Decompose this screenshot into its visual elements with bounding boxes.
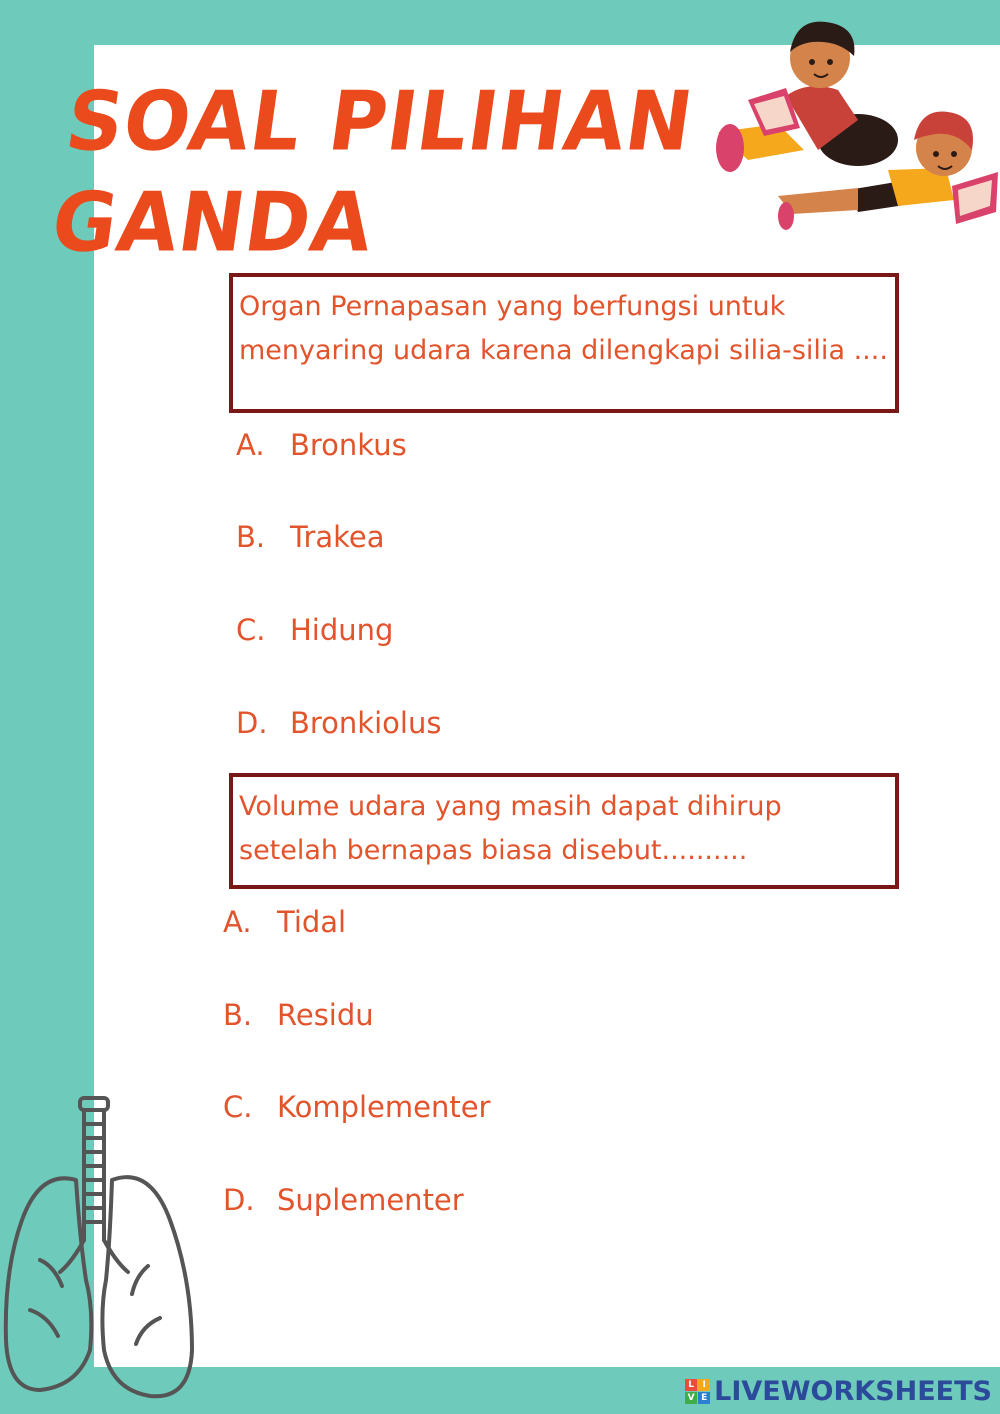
option-text: Bronkus <box>290 428 407 462</box>
logo-letter: E <box>698 1392 710 1404</box>
option-text: Suplementer <box>277 1183 464 1217</box>
option-letter: D. <box>236 706 268 740</box>
question-2-text-line-2: setelah bernapas biasa disebut.......... <box>239 835 748 866</box>
logo-letter: L <box>685 1379 697 1391</box>
option-letter: D. <box>223 1183 255 1217</box>
option-letter: C. <box>223 1090 253 1124</box>
title-line-1: SOAL PILIHAN <box>60 75 700 170</box>
question-2-text-line-1: Volume udara yang masih dapat dihirup <box>239 791 782 822</box>
logo-letter: I <box>698 1379 710 1391</box>
option-text: Hidung <box>290 613 394 647</box>
liveworksheets-logo <box>685 1374 992 1408</box>
liveworksheets-logo-icon <box>685 1379 710 1404</box>
logo-letter: V <box>685 1392 697 1404</box>
option-letter: A. <box>223 905 252 939</box>
option-text: Tidal <box>277 905 347 939</box>
option-letter: A. <box>236 428 265 462</box>
question-1-text-line-2: menyaring udara karena dilengkapi silia-silia .... <box>239 335 888 366</box>
question-1-option-a[interactable] <box>236 425 407 465</box>
question-1-option-c[interactable] <box>236 610 393 650</box>
title-line-2: GANDA <box>46 175 380 271</box>
question-1-option-b[interactable] <box>236 517 385 557</box>
question-2-option-d[interactable] <box>223 1180 464 1220</box>
question-2-option-c[interactable] <box>223 1087 490 1127</box>
option-text: Bronkiolus <box>290 706 442 740</box>
option-text: Komplementer <box>277 1090 491 1124</box>
option-text: Trakea <box>290 520 385 554</box>
option-letter: C. <box>236 613 266 647</box>
lungs-icon <box>0 1090 210 1414</box>
question-1-text-line-1: Organ Pernapasan yang berfungsi untuk <box>239 291 786 322</box>
question-2-option-a[interactable] <box>223 902 346 942</box>
question-2-box <box>229 773 899 889</box>
question-1-option-d[interactable] <box>236 703 441 743</box>
children-reading-illustration <box>708 0 1000 240</box>
question-2-option-b[interactable] <box>223 995 374 1035</box>
question-1-box <box>229 273 899 413</box>
liveworksheets-logo-text: LIVEWORKSHEETS <box>714 1375 992 1407</box>
option-letter: B. <box>236 520 266 554</box>
worksheet-title <box>46 72 700 274</box>
option-letter: B. <box>223 998 253 1032</box>
option-text: Residu <box>277 998 374 1032</box>
